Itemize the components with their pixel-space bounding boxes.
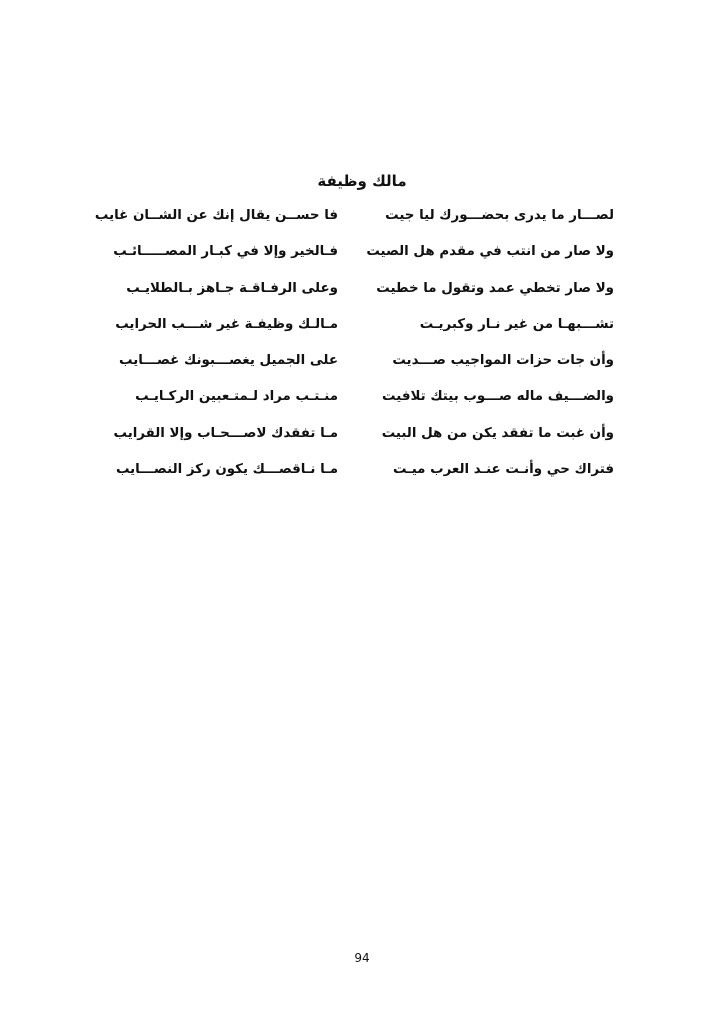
- verse-second-hemistich: مـا نـاقصـــك يكون ركز النصـــايب: [115, 462, 338, 478]
- verse-row: [108, 278, 614, 314]
- verse-first-hemistich: تشـــبهـا من غير نـار وكبريـت: [419, 316, 614, 332]
- verse-row: [108, 241, 614, 277]
- page-number: 94: [354, 951, 370, 965]
- verse-first-hemistich: ولا صار تخطي عمد وتقول ما خطيت: [376, 280, 614, 296]
- verse-first-hemistich: ولا صار من انتب في مقدم هل الصيت: [366, 244, 614, 260]
- verse-row: [108, 423, 614, 459]
- verse-row: [108, 459, 614, 495]
- verse-second-hemistich: فا حســن يقال إنك عن الشــان غايب: [94, 208, 338, 223]
- verse-first-hemistich: والضـــيف ماله صـــوب بيتك تلافيت: [382, 389, 614, 405]
- verse-first-hemistich: وأن جات حزات المواجيب صـــديت: [392, 353, 614, 369]
- verse-row: [94, 205, 614, 241]
- verse-second-hemistich: منـتـب مراد لـمتـعبين الركـايـب: [135, 389, 338, 405]
- verse-first-hemistich: فتراك حي وأنـت عنـد العرب ميـت: [392, 462, 614, 478]
- verse-row: [108, 386, 614, 422]
- verse-first-hemistich: وأن غبت ما تفقد يكن من هل البيت: [381, 425, 614, 441]
- verse-row: [108, 350, 614, 386]
- verse-second-hemistich: فـالخير وإلا في كبـار المصـــــائـب: [113, 244, 338, 260]
- poem-title: مالك وظيفة: [317, 172, 407, 190]
- verse-second-hemistich: مـا تفقدك لاصـــحـاب وإلا القرايب: [113, 425, 338, 441]
- verse-second-hemistich: مـالـك وظيفـة غير شـــب الحرايب: [115, 316, 338, 332]
- verse-second-hemistich: على الجميل يغصـــبونك غصـــايب: [119, 353, 338, 369]
- verse-first-hemistich: لصـــار ما يدرى بحضـــورك ليا جيت: [385, 208, 614, 223]
- verse-second-hemistich: وعلى الرفـاقـة جـاهز بـالطلايـب: [126, 280, 338, 296]
- verse-row: [108, 314, 614, 350]
- poem-body: [94, 205, 614, 495]
